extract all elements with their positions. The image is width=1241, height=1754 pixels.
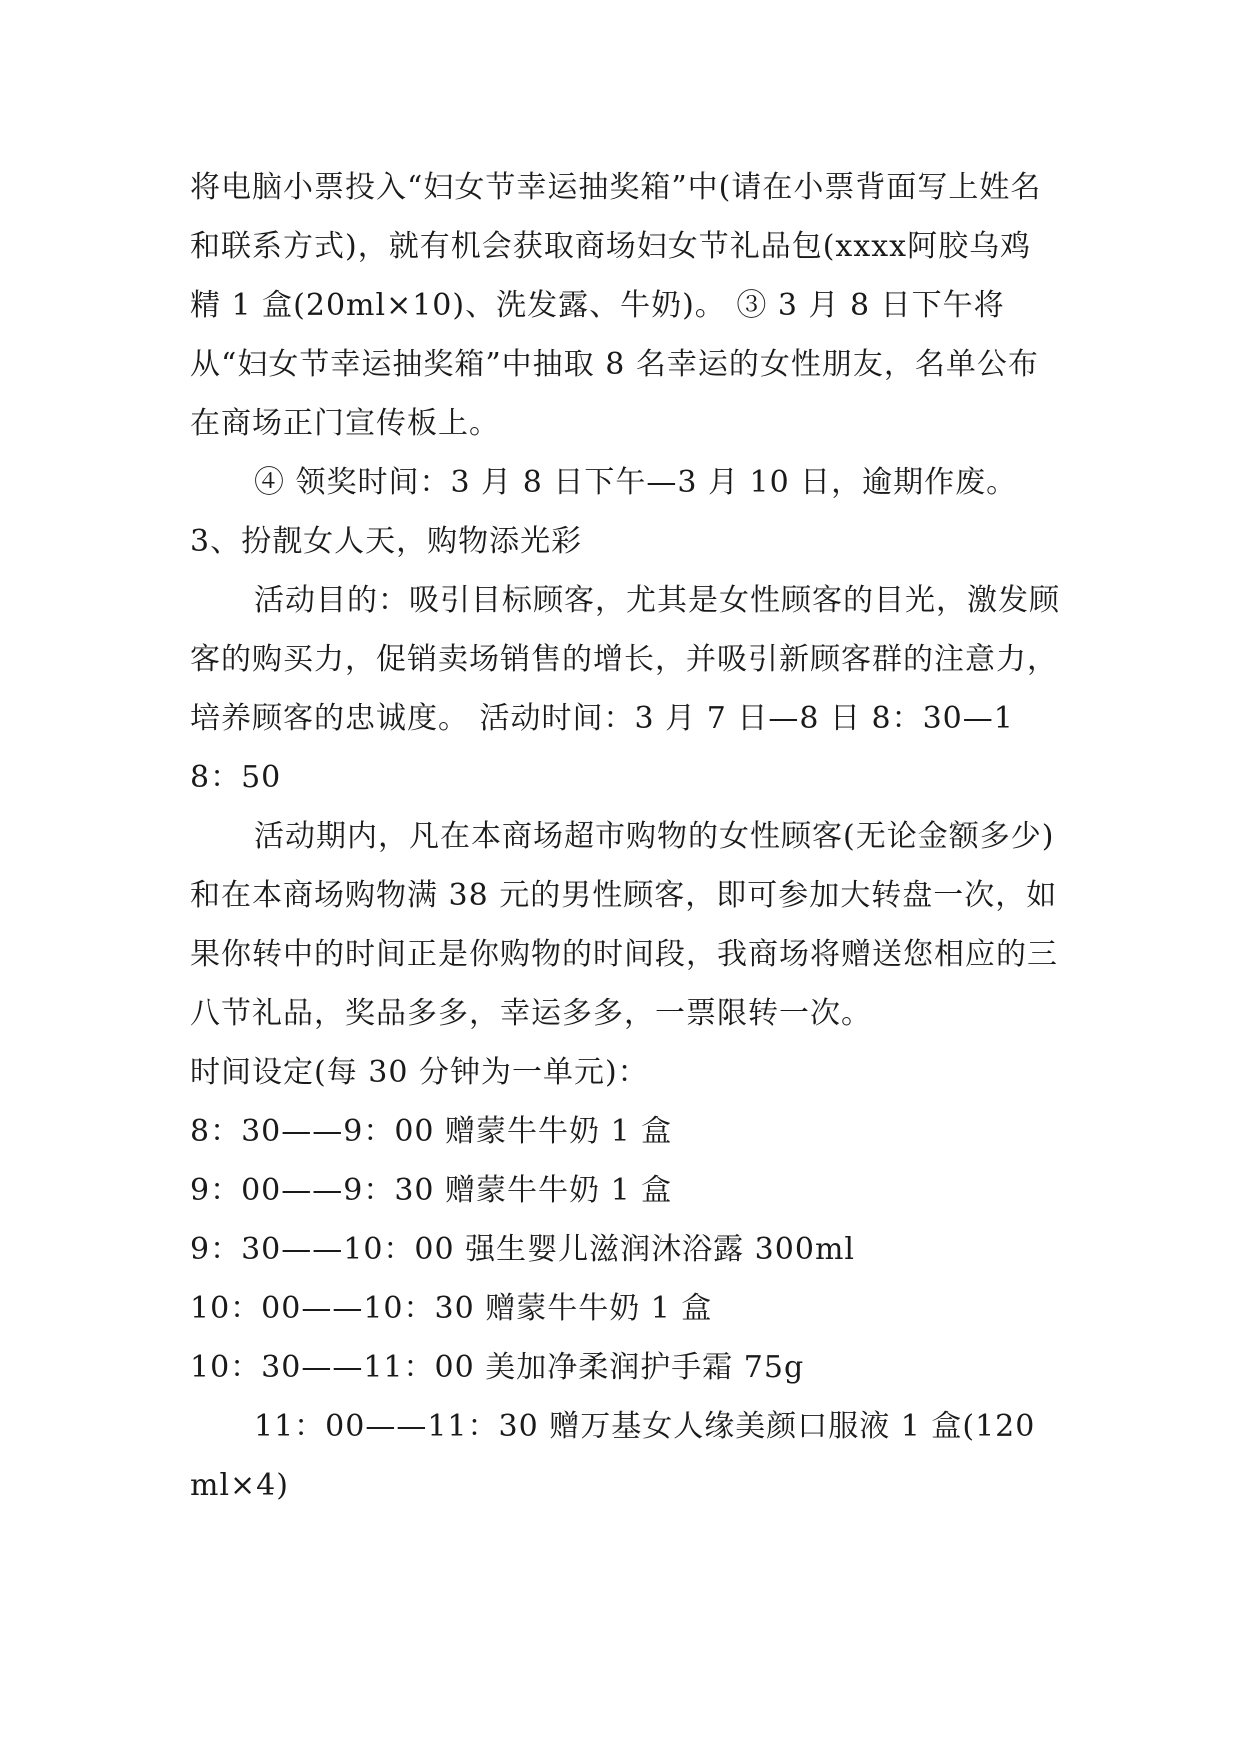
paragraph-activity-purpose: 活动目的：吸引目标顾客，尤其是女性顾客的目光，激发顾客的购买力，促销卖场销售的增长，并吸引新顾客群的注意力，培养顾客的忠诚度。 活动时间：3 月 7 日—8 日 8：30—18：50 [190, 583, 1060, 795]
paragraph-lottery-box: 将电脑小票投入“妇女节幸运抽奖箱”中(请在小票背面写上姓名和联系方式)，就有机会获取商场妇女节礼品包(xxxx阿胶乌鸡精 1 盒(20ml×10)、洗发露、牛奶)。 ③ 3 月 8 日下午将从“妇女节幸运抽奖箱”中抽取 8 名幸运的女性朋友，名单公布在商场正门宣传板上。 [190, 170, 1042, 441]
time-slot-item: 9：00——9：30 赠蒙牛牛奶 1 盒 [190, 1173, 673, 1208]
time-slot-item: 9：30——10：00 强生婴儿滋润沐浴露 300ml [190, 1232, 855, 1267]
time-slot-item: 8：30——9：00 赠蒙牛牛奶 1 盒 [190, 1114, 673, 1149]
time-slot-item: 11：00——11：30 赠万基女人缘美颜口服液 1 盒(120ml×4) [190, 1409, 1036, 1503]
paragraph-prize-claim-time: ④ 领奖时间：3 月 8 日下午—3 月 10 日，逾期作废。 [254, 465, 1018, 500]
time-slot-item: 10：30——11：00 美加净柔润护手霜 75g [190, 1350, 805, 1385]
time-slot-item: 10：00——10：30 赠蒙牛牛奶 1 盒 [190, 1291, 713, 1326]
section-heading-3: 3、扮靓女人天，购物添光彩 [190, 524, 583, 559]
time-setting-heading: 时间设定(每 30 分钟为一单元)： [190, 1055, 649, 1090]
paragraph-activity-rules: 活动期内，凡在本商场超市购物的女性顾客(无论金额多少)和在本商场购物满 38 元的男性顾客，即可参加大转盘一次，如果你转中的时间正是你购物的时间段，我商场将赠送您相应的三八节礼品，奖品多多，幸运多多，一票限转一次。 [190, 819, 1058, 1031]
document-body [190, 158, 1060, 1515]
